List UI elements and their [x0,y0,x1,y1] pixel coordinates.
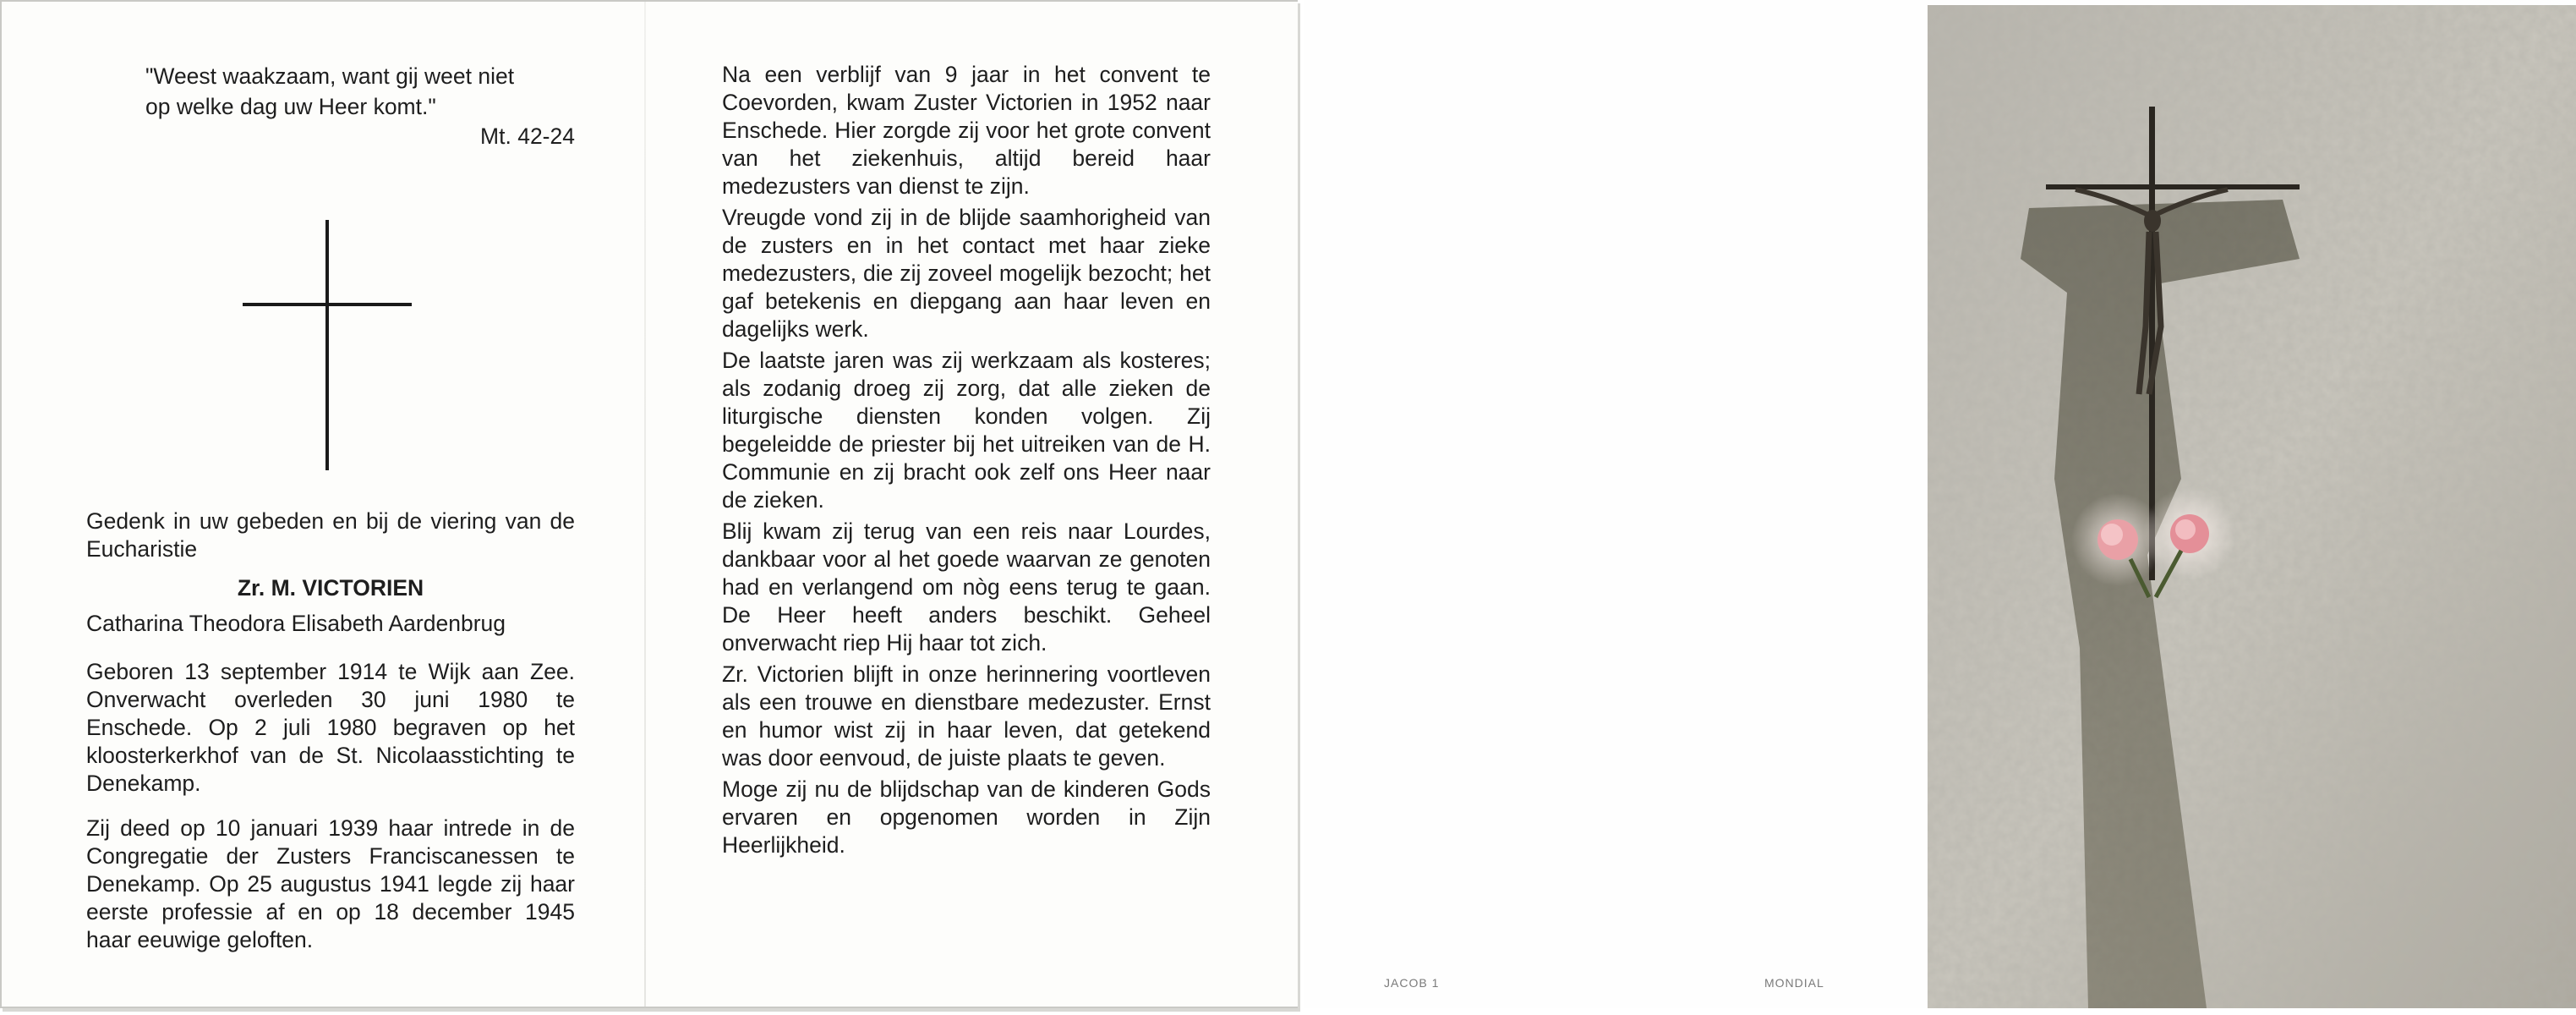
biography-paragraph: De laatste jaren was zij werkzaam als kosteres; als zodanig droeg zij zorg, dat alle zieken de liturgische diensten konden volgen. Zij begeleidde de priester bij het uitreiken van de H. Communie en zij bracht ook zelf ons Heer naar de zieken. [722,348,1211,513]
deceased-full-name: Catharina Theodora Elisabeth Aardenbrug [86,611,506,636]
print-code: JACOB 1 [1384,976,1440,990]
quote-line-1: "Weest waakzaam, want gij weet niet [145,63,515,89]
remembrance-block [86,508,575,954]
biography-paragraph: Moge zij nu de blijdschap van de kinderen Gods ervaren en opgenomen worden in Zijn Heerlijkheid. [722,776,1211,858]
biography-paragraph: Na een verblijf van 9 jaar in het convent te Coevorden, kwam Zuster Victorien in 1952 naar Enschede. Hier zorgde zij voor het grote convent van het ziekenhuis, altijd bereid haar medezusters van dienst te zijn. [722,62,1211,199]
quote-block [86,61,575,151]
crucifix-photo [1928,5,2576,1008]
biography-paragraph: Zij deed op 10 januari 1939 haar intrede in de Congregatie der Zusters Franciscanessen te Denekamp. Op 25 augustus 1941 legde zij haar eerste professie af en op 18 december 1945 haar eeuwige geloften. [86,815,575,952]
quote-reference: Mt. 42-24 [480,123,575,149]
biography-paragraph: Blij kwam zij terug van een reis naar Lourdes, dankbaar voor al het goede waarvan ze genoten had en verlangend om nòg eens terug te gaan. De Heer heeft anders beschikt. Geheel onverwacht riep Hij haar tot zich. [722,518,1211,656]
biography-column [722,61,1211,859]
remembrance-intro: Gedenk in uw gebeden en bij de viering van de Eucharistie [86,508,575,562]
biography-paragraph: Vreugde vond zij in de blijde saamhorigheid van de zusters en in het contact met haar zieke medezusters, die zij zoveel mogelijk bezocht; het gaf betekenis en diepgang aan haar leven en dagelijks werk. [722,205,1211,342]
biography-paragraph: Zr. Victorien blijft in onze herinnering voortleven als een trouwe en dienstbare medezuster. Ernst en humor wist zij in haar leven, dat getekend was door eenvoud, de juiste plaats te geven. [722,661,1211,771]
deceased-name: Zr. M. VICTORIEN [237,575,424,601]
cross-icon [243,220,412,470]
quote-line-2: op welke dag uw Heer komt." [145,94,436,119]
card-fold-line [644,2,646,1007]
publisher-mark: MONDIAL [1764,976,1824,990]
biography-paragraph: Geboren 13 september 1914 te Wijk aan Zee. Onverwacht overleden 30 juni 1980 te Enschede. Op 2 juli 1980 begraven op het kloosterkerkhof van de St. Nicolaasstichting te Denekamp. [86,659,575,796]
